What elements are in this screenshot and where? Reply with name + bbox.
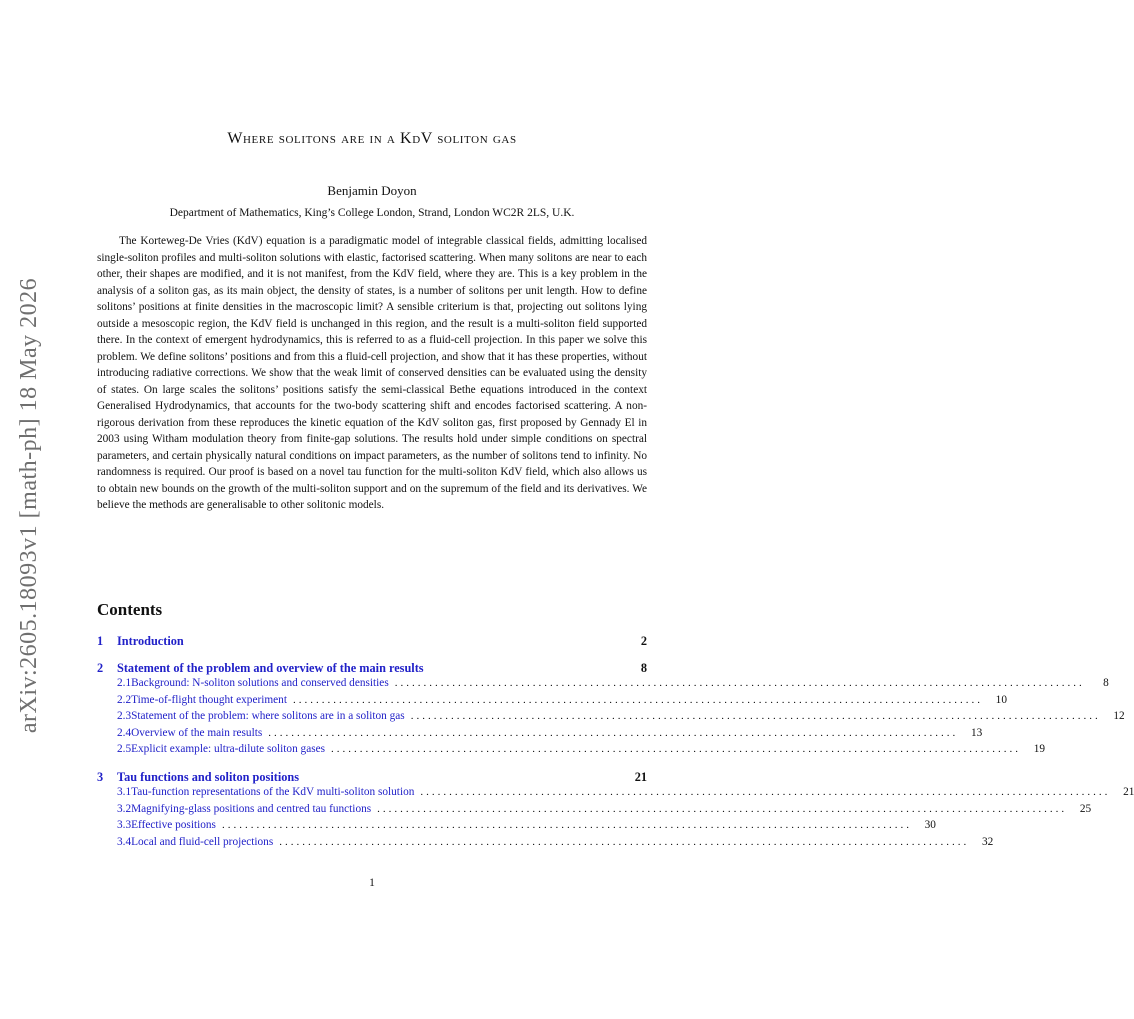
toc-subsection-number: 2.1 (117, 677, 132, 689)
toc-subsection-number: 2.3 (117, 710, 132, 722)
toc-section-page: 21 (634, 769, 647, 784)
toc-subsection-number: 2.5 (117, 743, 132, 755)
toc-subsection-title: Magnifying-glass positions and centred tau functions (131, 802, 372, 815)
paper-title-text: Where solitons are in a KdV soliton gas (227, 130, 517, 147)
toc-section-page: 8 (640, 660, 647, 675)
toc-section-number: 1 (97, 634, 104, 648)
toc-subsection-number: 3.3 (117, 819, 132, 831)
toc-section-link[interactable] (97, 634, 647, 651)
toc-leader-dots: ........................................................................................................................ (410, 710, 1101, 722)
abstract: The Korteweg-De Vries (KdV) equation is a paradigmatic model of integrable classical fields, admitting localised single-soliton profiles and multi-soliton solutions with elastic, factorised scattering. When many solitons are near to each other, their shapes are modified, and it is not manifest, from the KdV field, where they are. This is a key problem in the analysis of a soliton gas, as its main object, the density of states, is a number of solitons per unit length. How to define solitons’ positions at finite densities in the macroscopic limit? A sensible criterium is that, projecting out solitons lying outside a mesoscopic region, the KdV field is unchanged in this region, and the result is a multi-soliton field supported there. In the context of emergent hydrodynamics, this is referred to as a fluid-cell projection. In this paper we solve this problem. We define solitons’ positions and from this a fluid-cell projection, and show that it has these properties, without introducing radiative corrections. We show that the weak limit of conserved densities can be evaluated using the density of states. On large scales the solitons’ positions satisfy the semi-classical Bethe equations introduced in the context Generalised Hydrodynamics, that accounts for the two-body scattering shift and encodes factorised scattering. A non-rigorous derivation from these reproduces the kinetic equation of the KdV soliton gas, first proposed by Gennady El in 2003 using Witham modulation theory from finite-gap solutions. The results hold under simple conditions on spectral parameters, and certain physically natural conditions on impact parameters, as the number of solitons tend to infinity. No randomness is required. Our proof is based on a novel tau function for the multi-soliton KdV field, which also allows us to obtain new bounds on the growth of the multi-soliton support and on the supremum of the field and its derivatives. We believe the methods are generalisable to other solitonic models. (97, 235, 647, 511)
toc-subsection-link[interactable] (97, 743, 1046, 760)
toc-subsection-title: Statement of the problem: where solitons are in a soliton gas (131, 710, 405, 722)
toc-subsection-page: 32 (981, 835, 994, 848)
toc-gap (97, 651, 647, 661)
toc-subsection-title: Time-of-flight thought experiment (131, 693, 287, 706)
toc-subsection-number: 2.2 (117, 693, 132, 706)
toc-section-title: Statement of the problem and overview of the main results (117, 660, 424, 675)
toc-subsection-page: 30 (924, 819, 936, 831)
arxiv-id: arXiv:2605.18093v1 [math-ph] 18 May 2026 (16, 277, 43, 733)
toc-leader-dots: ........................................................................................................................ (377, 802, 1068, 815)
toc-subsection-title: Effective positions (131, 819, 216, 831)
toc-subsection-page: 13 (970, 726, 983, 739)
toc-subsection-page: 8 (1103, 677, 1109, 689)
author-affiliation: Department of Mathematics, King’s College London, Strand, London WC2R 2LS, U.K. (169, 207, 575, 219)
toc-subsection-number: 3.2 (117, 802, 132, 815)
toc-subsection-page: 25 (1079, 802, 1092, 815)
toc-leader-dots: ........................................................................................................................ (221, 819, 912, 831)
toc-leader-dots: ........................................................................................................................ (394, 677, 1085, 689)
page-number: 1 (369, 877, 375, 889)
paper-title (97, 130, 647, 148)
toc-section-link[interactable] (97, 770, 647, 787)
toc-subsection-number: 3.1 (117, 786, 132, 798)
toc-leader-dots: ........................................................................................................................ (279, 835, 970, 848)
toc-leader-dots: ........................................................................................................................ (420, 786, 1111, 798)
toc-subsection-title: Overview of the main results (131, 726, 263, 739)
toc-section-link[interactable] (97, 661, 647, 678)
toc-subsection-page: 12 (1113, 710, 1125, 722)
toc-subsection-link[interactable] (97, 835, 994, 853)
toc-subsection-link[interactable] (97, 786, 1134, 803)
toc-leader-dots: ........................................................................................................................ (268, 726, 959, 739)
toc-section-title: Tau functions and soliton positions (117, 769, 300, 784)
toc-subsection-link[interactable] (97, 819, 936, 836)
toc-subsection-link[interactable] (97, 693, 1007, 711)
contents-heading: Contents (97, 600, 163, 619)
toc-gap (97, 760, 647, 770)
toc-subsection-title: Local and fluid-cell projections (131, 835, 274, 848)
toc-leader-dots: ........................................................................................................................ (292, 693, 983, 706)
toc-subsection-link[interactable] (97, 677, 1109, 694)
toc-subsection-link[interactable] (97, 802, 1092, 820)
toc-subsection-link[interactable] (97, 726, 983, 744)
toc-subsection-page: 19 (1033, 743, 1046, 755)
toc-subsection-number: 2.4 (117, 726, 132, 739)
toc-section-page: 2 (640, 634, 647, 648)
author-name: Benjamin Doyon (327, 183, 417, 198)
toc-section-number: 3 (97, 769, 104, 784)
toc-subsection-link[interactable] (97, 710, 1125, 727)
toc-subsection-title: Tau-function representations of the KdV multi-soliton solution (131, 786, 415, 798)
toc-subsection-page: 10 (995, 693, 1007, 706)
toc-subsection-title: Background: N-soliton solutions and conserved densities (131, 677, 389, 689)
toc-section-number: 2 (97, 660, 104, 675)
toc-subsection-title: Explicit example: ultra-dilute soliton gases (131, 743, 326, 755)
toc-leader-dots: ........................................................................................................................ (331, 743, 1022, 755)
table-of-contents (97, 634, 1134, 852)
toc-subsection-page: 21 (1123, 786, 1134, 798)
toc-subsection-number: 3.4 (117, 835, 132, 848)
toc-section-title: Introduction (117, 634, 184, 648)
arxiv-identifier-stamp (12, 277, 48, 733)
